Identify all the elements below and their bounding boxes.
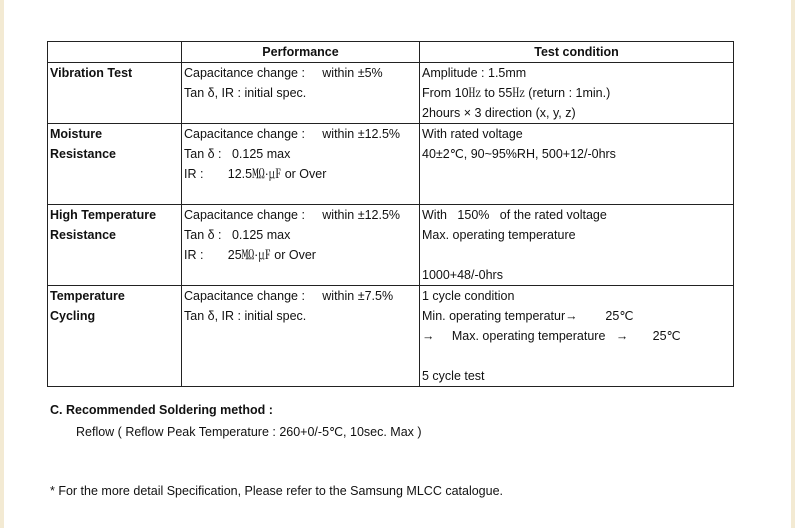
- performance-line: IR : 25㏁·㎌ or Over: [184, 248, 316, 262]
- performance-line: Tan δ, IR : initial spec.: [184, 86, 307, 100]
- performance-line: Tan δ : 0.125 max: [184, 228, 291, 242]
- test-item-cell: [48, 286, 182, 387]
- condition-line: [422, 245, 731, 265]
- condition-line: 40±2℃, 90~95%RH, 500+12/-0hrs: [422, 147, 616, 161]
- table-row: [48, 286, 734, 387]
- performance-cell: [182, 124, 420, 205]
- test-item-cell: [48, 124, 182, 205]
- condition-line: From 10㎐ to 55㎐ (return : 1min.): [422, 86, 611, 100]
- test-item-name: Vibration Test: [50, 66, 133, 80]
- test-item-cell: [48, 205, 182, 286]
- condition-line: 5 cycle test: [422, 369, 485, 383]
- reliability-test-table: [47, 41, 734, 387]
- performance-cell: [182, 205, 420, 286]
- condition-cell: [420, 63, 734, 124]
- header-test-condition: Test condition: [420, 42, 734, 63]
- soldering-section-body: Reflow ( Reflow Peak Temperature : 260+0/-5℃, 10sec. Max ): [76, 425, 422, 439]
- performance-line: Tan δ, IR : initial spec.: [184, 309, 307, 323]
- test-item-name: Temperature: [50, 289, 125, 303]
- table-header-row: [48, 42, 734, 63]
- condition-cell: [420, 124, 734, 205]
- condition-line: With 150% of the rated voltage: [422, 208, 607, 222]
- condition-line: Amplitude : 1.5mm: [422, 66, 527, 80]
- performance-line: Capacitance change : within ±5%: [184, 66, 383, 80]
- condition-line: → Max. operating temperature → 25℃: [422, 329, 681, 343]
- condition-line: With rated voltage: [422, 127, 523, 141]
- condition-cell: [420, 286, 734, 387]
- test-item-name: Resistance: [50, 228, 117, 242]
- performance-line: IR : 12.5㏁·㎌ or Over: [184, 167, 327, 181]
- test-item-name: Cycling: [50, 309, 96, 323]
- header-test-item: [48, 42, 182, 63]
- table-row: [48, 124, 734, 205]
- performance-line: Tan δ : 0.125 max: [184, 147, 291, 161]
- performance-line: Capacitance change : within ±12.5%: [184, 208, 401, 222]
- condition-line: Min. operating temperatur→ 25℃: [422, 309, 634, 323]
- test-item-cell: [48, 63, 182, 124]
- performance-cell: [182, 63, 420, 124]
- condition-cell: [420, 205, 734, 286]
- table-row: [48, 205, 734, 286]
- performance-cell: [182, 286, 420, 387]
- document-page: [4, 0, 791, 528]
- condition-line: 1 cycle condition: [422, 289, 515, 303]
- performance-line: Capacitance change : within ±12.5%: [184, 127, 401, 141]
- test-item-name: High Temperature: [50, 208, 157, 222]
- condition-line: Max. operating temperature: [422, 228, 576, 242]
- test-item-name: Resistance: [50, 147, 117, 161]
- test-item-name: Moisture: [50, 127, 103, 141]
- header-performance: Performance: [182, 42, 420, 63]
- condition-line: [422, 346, 731, 366]
- condition-line: 1000+48/-0hrs: [422, 268, 503, 282]
- soldering-section-title: C. Recommended Soldering method :: [50, 403, 273, 417]
- condition-line: 2hours × 3 direction (x, y, z): [422, 106, 576, 120]
- footnote: * For the more detail Specification, Please refer to the Samsung MLCC catalogue.: [50, 484, 504, 498]
- table-row: [48, 63, 734, 124]
- performance-line: Capacitance change : within ±7.5%: [184, 289, 394, 303]
